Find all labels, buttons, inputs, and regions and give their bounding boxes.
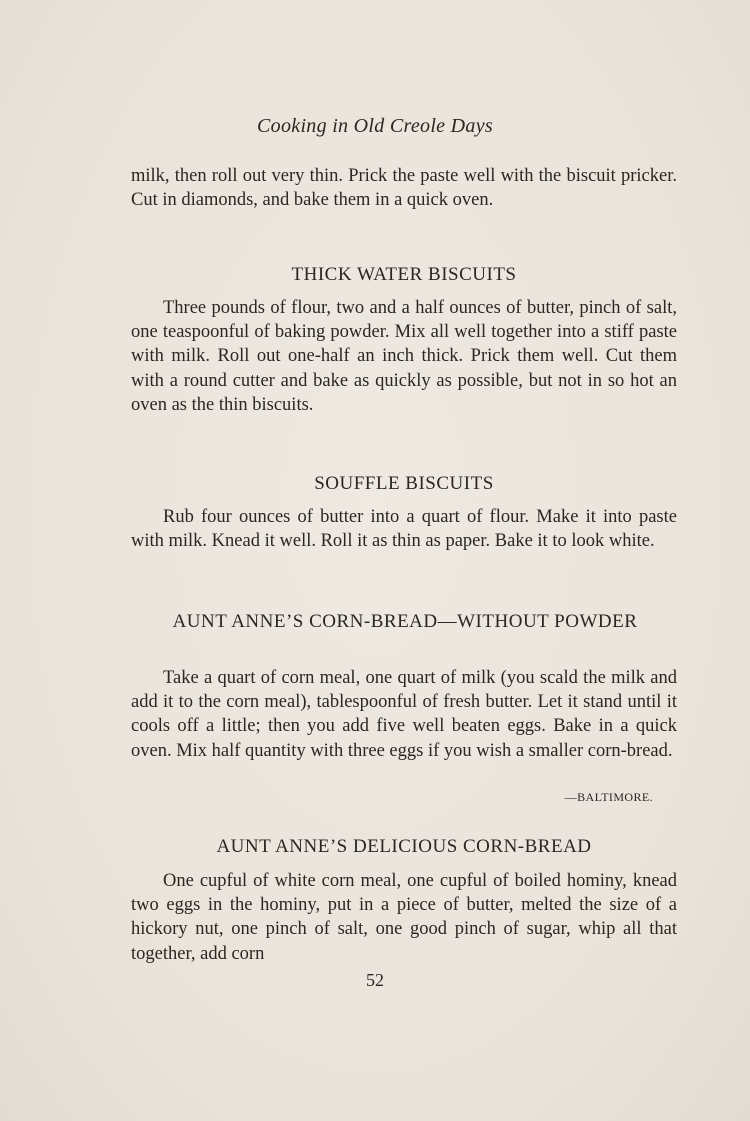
recipe-body [131,666,677,763]
paragraph: Take a quart of corn meal, one quart of milk (you scald the milk and add it to the corn meal), tablespoonful of fresh butter. Let it stand until it cools off a little; then you add five well beaten eggs. Bake in a quick oven. Mix half quantity with three eggs if you wish a smaller corn-bread. [131,668,677,761]
recipe-body [131,869,677,966]
recipe-heading: THICK WATER BISCUITS [291,264,517,285]
recipe-body [131,296,677,417]
recipe-heading: SOUFFLE BISCUITS [314,473,494,494]
paragraph: Rub four ounces of butter into a quart of flour. Make it into paste with milk. Knead it well. Roll it as thin as paper. Bake it to look white. [131,507,677,552]
running-head: Cooking in Old Creole Days [257,115,493,137]
recipe-heading: AUNT ANNE’S CORN-BREAD—WITHOUT POWDER [172,611,638,632]
paragraph: One cupful of white corn meal, one cupful of boiled hominy, knead two eggs in the hominy, put in a piece of butter, melted the size of a hickory nut, one pinch of salt, one good pinch of sugar, whip all that together, add corn [131,871,677,964]
attribution: —BALTIMORE. [564,790,653,804]
paragraph: Three pounds of flour, two and a half ounces of butter, pinch of salt, one teaspoonful of baking powder. Mix all well together into a stiff paste with milk. Roll out one-half an inch thick. Prick them well. Cut them with a round cutter and bake as quickly as possible, but not in so hot an oven as the thin biscuits. [131,298,677,415]
page-number: 52 [366,970,384,990]
recipe-body [131,505,677,553]
paragraph: milk, then roll out very thin. Prick the paste well with the biscuit pricker. Cut in diamonds, and bake them in a quick oven. [131,166,677,211]
continued-paragraph [131,164,677,212]
recipe-heading: AUNT ANNE’S DELICIOUS CORN-BREAD [216,836,592,857]
